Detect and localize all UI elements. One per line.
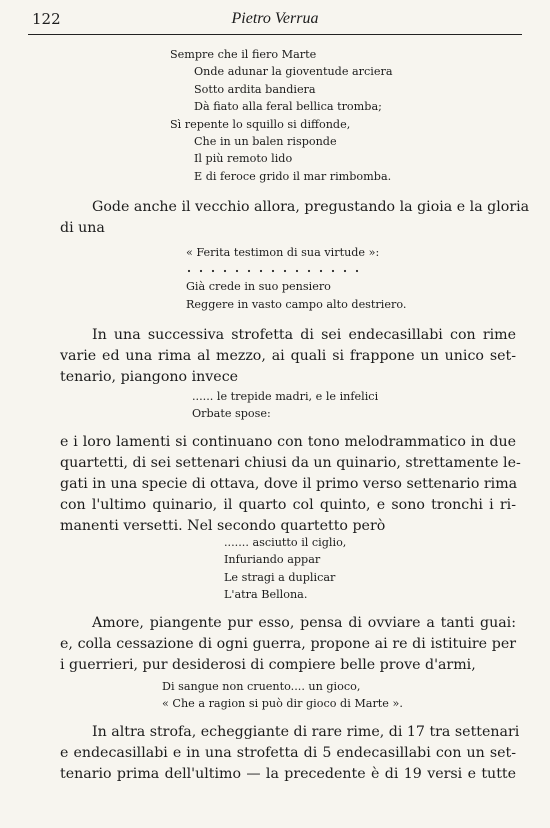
prose-line: gati in una specie di ottava, dove il primo verso settenario rima [60,476,518,492]
prose-line: i guerrieri, pur desiderosi di compiere belle prove d'armi, [60,657,476,673]
verse-line: Già crede in suo pensiero [186,280,331,294]
verse-line: Che in un balen risponde [194,135,337,149]
prose-line: Gode anche il vecchio allora, pregustando la gioia e la gloria [92,199,530,215]
prose-line: e endecasillabi e in una strofetta di 5 endecasillabi con un set- [60,745,516,761]
verse-line: « Che a ragion si può dir gioco di Marte ». [162,697,403,711]
prose-line: e, colla cessazione di ogni guerra, propone ai re di istituire per [60,636,516,652]
prose-line: quartetti, di sei settenari chiusi da un quinario, strettamente le- [60,455,521,471]
paragraph-1 [60,197,530,239]
verse-line: Dà fiato alla feral bellica tromba; [194,100,382,114]
prose-line: tenario prima dell'ultimo — la precedente è di 19 versi e tutte [60,766,516,782]
verse-line: Reggere in vasto campo alto destriero. [186,297,407,311]
verse-line: Sì repente lo squillo si diffonde, [170,117,351,131]
verse-block-3 [192,388,378,423]
prose-line: con l'ultimo quinario, il quarto col quinto, e sono tronchi i ri- [60,497,516,513]
prose-line: In altra strofa, echeggiante di rare rime, di 17 tra settenari [92,724,520,740]
verse-line: Sotto ardita bandiera [194,82,316,96]
verse-line: Sempre che il fiero Marte [170,48,317,61]
paragraph-2 [60,325,516,388]
verse-block-5 [162,678,403,713]
verse-line: Il più remoto lido [194,152,293,166]
verse-block-4 [224,534,346,604]
verse-block-2 [186,244,406,313]
verse-line: Onde adunar la gioventude arciera [194,65,393,79]
prose-line: manenti versetti. Nel secondo quartetto però [60,518,386,534]
paragraph-5 [60,722,520,785]
ellipsis-dots [186,265,386,277]
page-number: 122 [32,10,61,28]
prose-line: Amore, piangente pur esso, pensa di ovviare a tanti guai: [92,615,516,631]
verse-line: Infuriando appar [224,553,321,567]
verse-line: E di feroce grido il mar rimbomba. [194,169,392,183]
verse-line: Orbate spose: [192,407,271,421]
verse-line: « Ferita testimon di sua virtude »: [186,246,380,259]
page-header [28,8,522,35]
verse-line: ....... asciutto il ciglio, [224,536,347,549]
paragraph-3 [60,432,521,537]
prose-line: tenario, piangono invece [60,369,239,385]
prose-line: e i loro lamenti si continuano con tono melodrammatico in due [60,434,516,450]
verse-line: Le stragi a duplicar [224,570,336,584]
verse-line: L'atra Bellona. [224,588,308,602]
verse-block-1 [170,46,393,185]
verse-line: ...... le trepide madri, e le infelici [192,390,379,403]
paragraph-4 [60,613,516,676]
verse-line: Di sangue non cruento.... un gioco, [162,680,361,693]
dotted-ellipsis-line [186,261,406,278]
prose-line: varie ed una rima al mezzo, ai quali si frappone un unico set- [60,348,516,364]
running-head: Pietro Verrua [231,10,319,27]
prose-line: In una successiva strofetta di sei endecasillabi con rime [92,327,516,343]
prose-line: di una [60,220,105,236]
